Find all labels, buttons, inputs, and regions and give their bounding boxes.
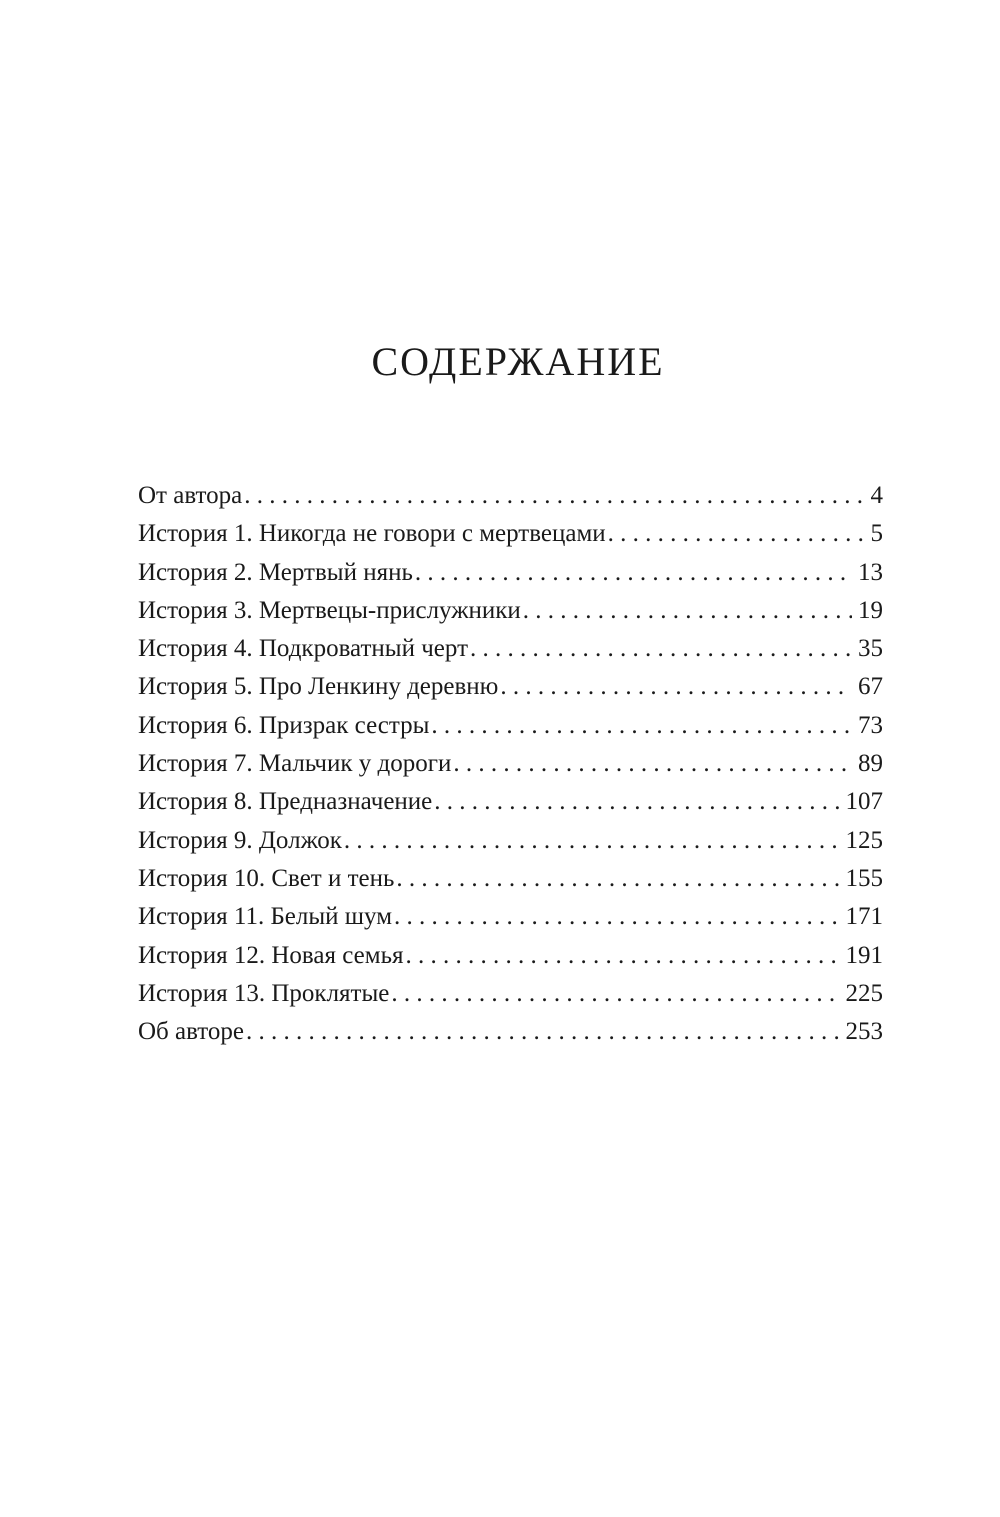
- toc-entry: [138, 822, 883, 860]
- toc-entry-title: История 8. Предназначение: [138, 788, 433, 816]
- toc-entry-page: 73: [858, 711, 883, 739]
- toc-leader-dots: [470, 630, 852, 668]
- toc-entry: [138, 898, 883, 936]
- toc-leader-dots: [608, 515, 865, 553]
- toc-entry: [138, 745, 883, 783]
- toc-entry: [138, 707, 883, 745]
- toc-entry-title: История 13. Проклятые: [138, 979, 390, 1007]
- toc-entry: [138, 630, 883, 668]
- toc-leader-dots: [523, 592, 852, 630]
- toc-entry-title: История 4. Подкроватный черт: [138, 635, 468, 663]
- toc-entry: [138, 477, 883, 515]
- toc-leader-dots: [415, 554, 852, 592]
- toc-entry: [138, 937, 883, 975]
- toc-entry-page: 67: [858, 673, 883, 701]
- toc-leader-dots: [246, 1013, 840, 1051]
- toc-entry: [138, 668, 883, 706]
- toc-leader-dots: [344, 822, 840, 860]
- toc-leader-dots: [431, 707, 852, 745]
- toc-leader-dots: [244, 477, 864, 515]
- toc-entry-title: История 9. Должок: [138, 826, 342, 854]
- toc-entry-page: 13: [858, 558, 883, 586]
- toc-entry-page: 171: [845, 903, 883, 931]
- toc-leader-dots: [500, 668, 852, 706]
- toc-entry: [138, 515, 883, 553]
- table-of-contents: [138, 477, 883, 1051]
- toc-entry-page: 253: [845, 1018, 883, 1046]
- toc-entry-page: 155: [845, 864, 883, 892]
- toc-entry: [138, 860, 883, 898]
- toc-entry: [138, 554, 883, 592]
- toc-entry-page: 5: [870, 520, 883, 548]
- toc-entry-page: 107: [845, 788, 883, 816]
- toc-entry-page: 19: [858, 596, 883, 624]
- toc-entry-title: История 6. Призрак сестры: [138, 711, 430, 739]
- toc-entry: [138, 1013, 883, 1051]
- toc-entry-title: Об авторе: [138, 1018, 244, 1046]
- toc-leader-dots: [453, 745, 852, 783]
- toc-entry-title: История 5. Про Ленкину деревню: [138, 673, 499, 701]
- toc-entry-page: 89: [858, 750, 883, 778]
- toc-entry-title: История 11. Белый шум: [138, 903, 393, 931]
- toc-entry: [138, 783, 883, 821]
- page-title: СОДЕРЖАНИЕ: [371, 339, 665, 384]
- toc-entry-page: 125: [845, 826, 883, 854]
- toc-entry-page: 225: [845, 979, 883, 1007]
- toc-entry-title: История 12. Новая семья: [138, 941, 404, 969]
- toc-entry-title: История 10. Свет и тень: [138, 864, 395, 892]
- toc-entry: [138, 592, 883, 630]
- toc-entry-title: История 7. Мальчик у дороги: [138, 750, 452, 778]
- toc-entry: [138, 975, 883, 1013]
- toc-leader-dots: [434, 783, 839, 821]
- toc-leader-dots: [394, 898, 839, 936]
- toc-entry-page: 35: [858, 635, 883, 663]
- toc-entry-page: 191: [845, 941, 883, 969]
- toc-leader-dots: [391, 975, 839, 1013]
- toc-entry-title: История 3. Мертвецы-прислужники: [138, 596, 521, 624]
- toc-leader-dots: [405, 937, 839, 975]
- toc-entry-title: От автора: [138, 482, 243, 509]
- toc-leader-dots: [396, 860, 839, 898]
- toc-entry-title: История 1. Никогда не говори с мертвецами: [138, 520, 606, 548]
- toc-entry-page: 4: [870, 482, 883, 509]
- toc-entry-title: История 2. Мертвый нянь: [138, 558, 413, 586]
